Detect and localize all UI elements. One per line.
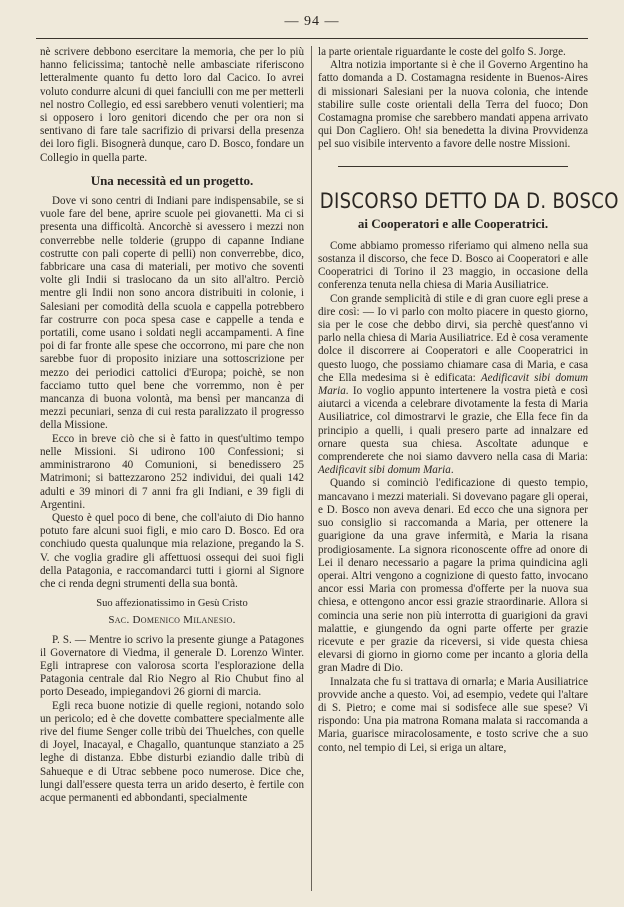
section-separator bbox=[338, 166, 568, 167]
left-column bbox=[40, 46, 304, 891]
right-paragraph-4 bbox=[318, 293, 588, 478]
column-divider bbox=[311, 46, 312, 891]
speech-text-b: . Io voglio appunto intertenere la vostra pietà e così aiutarci a vicenda a celebrare divotamente la festa di Maria Ausiliatrice, col dimostrarvi le grazie, che Ella fece fin da principio a quelli, i quali presero parte ad innalzare ed ornare questa sua chiesa. Ascoltate adunque e comprenderete che noi siamo davvero nella casa di Maria: bbox=[318, 385, 588, 464]
speech-text-a: Con grande semplicità di stile e di gran cuore egli prese a dire così: — Io vi parlo con molto piacere in questo giorno, sia per le cose che debbo dirvi, sia perchè quest'anno vi parlo nella chiesa di Maria Ausiliatrice. Ed è cosa veramente dolce il discorrere ai Cooperatori e alle Cooperatrici in questo luogo, che possiamo chiamare casa di Maria, e casa che Ella medesima si è edificata: bbox=[318, 292, 588, 384]
page-number: — 94 — bbox=[284, 14, 340, 29]
latin-quote-1: Aedificavit sibi domum Maria bbox=[318, 371, 589, 398]
postscript: P. S. — Mentre io scrivo la presente giunge a Patagones il Governatore di Viedma, il generale D. Lorenzo Winter. Egli intraprese con valorosa scorta l'esplorazione della Patagonia centrale dal Rio Negro al Rio Chubut fino al porto Deseado, impiegandovi 26 giorni di marcia. bbox=[40, 633, 304, 699]
latin-quote-2: Aedificavit sibi domum Maria bbox=[318, 464, 451, 477]
right-paragraph-3: Come abbiamo promesso riferiamo qui almeno nella sua sostanza il discorso, che fece D. Bosco ai Cooperatori e alle Cooperatrici di Torino il 23 maggio, in occasione della conferenza tenuta nella chiesa di Maria Ausiliatrice. bbox=[318, 239, 588, 292]
section-title: Una necessità ed un progetto. bbox=[90, 172, 254, 188]
right-paragraph-2: Altra notizia importante si è che il Governo Argentino ha fatto domanda a D. Costamagna residente in Buenos-Aires di missionari Salesiani per la nuova colonia, che intende stabilire sulle coste orientali della Terra del fuoco; Don Costamagna promise che sarebbero mandati appena arrivato qui Don Cagliero. Oh! sia benedetta la divina Provvidenza pel suo visibile intervento a favore delle nostre Missioni. bbox=[318, 59, 588, 151]
left-paragraph-2: Dove vi sono centri di Indiani pare indispensabile, se si vuole fare del bene, aprire scuole pei giovanetti. Ma ci si presenta una difficoltà. Ancorchè si avessero i mezzi non converrebbe nelle tolderie (gruppo di capanne Indiane costrutte con pali coperte di pelli) non converrebbe, dico, fabbricare una casa di materiali, per motivo che soventi volte gli Indii si traslocano da un sito all'altro. Perciò mentre gli Indii non sono ancora distribuiti in colonie, i Salesiani per comodità della scuola e cappella potrebbero far costrurre con poca spesa case e cappelle a tenda e portatili, come usano i soldati negli accampamenti. A fine poi di far fronte alle spese che occorrono, mi pare che non sarebbe fuor di proposito iniziare una sottoscrizione per mezzo dei periodici cattolici d'Europa; poichè, se non facciamo tutto quel bene che vorremmo, non è per mancanza di buona volontà, ma bensì per mancanza di mezzi pecuniari, senza di cui resta paralizzato il progresso della Missione. bbox=[40, 195, 304, 432]
speech-title: DISCORSO DETTO DA D. BOSCO bbox=[319, 188, 619, 213]
speech-text-c: . bbox=[450, 464, 454, 477]
left-paragraph-5: Egli reca buone notizie di quelle regioni, notando solo un pericolo; ed è che dovette combattere specialmente alle rive del fiume Senger colle tribù dei Thuelches, con quelle di Joyel, Inacayal, e Chagallo, quantunque stanziato a 25 leghe di distanza. Ebbe disturbi eziandio dalle tribù di Sahueque e di Utrac sebbene poco numerose. Dice che, lungi dall'essere questa terra un arido deserto, è fertile con acque permanenti ed abbondanti, specialmente bbox=[40, 699, 304, 804]
left-paragraph-4: Questo è quel poco di bene, che coll'aiuto di Dio hanno potuto fare alcuni suoi figli, e mio caro D. Bosco. Ed ora conchiudo questa qualunque mia relazione, pregando la S. V. che voglia gradire gli affettuosi ossequi dei suoi figli della Patagonia, e raccomandarci tutti i giorni al Signore che ci renda degni strumenti della sua bontà. bbox=[40, 511, 304, 590]
letter-author: Sac. Domenico Milanesio. bbox=[108, 614, 236, 627]
right-column bbox=[318, 46, 619, 891]
letter-signoff: Suo affezionatissimo in Gesù Cristo bbox=[96, 598, 248, 610]
right-paragraph-5: Quando si cominciò l'edificazione di questo tempio, mancavano i mezzi materiali. Si dovevano pagare gli operai, e D. Bosco non aveva denari. Ed ecco che una signora per suo consiglio si raccomanda a Maria, per ottenere la guarigione da una grave infermità, e Maria la risana prodigiosamente. La signora riconoscente offre ad onore di Lei il denaro necessario a pagare la prima quindicina agli operai. Altri vengono a cognizione di questo fatto, invocano ancor essi Maria con promessa d'offerte per la nuova sua chiesa, e ottengono ancor essi grazie straordinarie. Allora si comincia una serie non più interrotta di guarigioni da gravi malattie, e giungendo da ogni parte offerte per grazie ricevute e per grazie da riceversi, si vide questa chiesa elevarsi di giorno in giorno come per incanto a gloria della gran Madre di Dio. bbox=[318, 477, 588, 675]
left-paragraph-1: nè scrivere debbono esercitare la memoria, che per lo più hanno felicissima; tantochè nelle ambasciate riferiscono letteralmente quanto fu detto loro dal Cacico. Io avrei voluto condurre alcuni di quei fanciulli con me per metterli nel nostro Collegio, ed essi sarebbero venuti volentieri; ma si opposero i loro genitori dicendo che per ora non si sentivano di fare tale sacrifizio di privarsi della presenza dei loro figli. Bisognerà dunque, caro D. Bosco, fondare un Collegio in quella parte. bbox=[40, 46, 304, 164]
left-paragraph-3: Ecco in breve ciò che si è fatto in quest'ultimo tempo nelle Missioni. Si udirono 100 Confessioni; si amministrarono 40 Comunioni, si benedissero 25 Matrimoni; si battezzarono 252 individui, dei quali 142 adulti e 39 minori di 7 anni fra gli Indiani, e 39 figli di Argentini. bbox=[40, 432, 304, 511]
header-rule bbox=[36, 38, 588, 39]
right-paragraph-6: Innalzata che fu si trattava di ornarla; e Maria Ausiliatrice provvide anche a questo. Voi, ad esempio, vedete qui l'altare di S. Pietro; e come mai si sodisfece alle sue spese? Vi rispondo: Una pia matrona Romana malata si raccomanda a Maria, guarisce miracolosamente, e tosto scrive che a suo conto, nel tempio di Lei, si eriga un altare, bbox=[318, 675, 588, 754]
speech-subtitle: ai Cooperatori e alle Cooperatrici. bbox=[357, 215, 549, 231]
right-paragraph-1: la parte orientale riguardante le coste del golfo S. Jorge. bbox=[318, 46, 566, 58]
